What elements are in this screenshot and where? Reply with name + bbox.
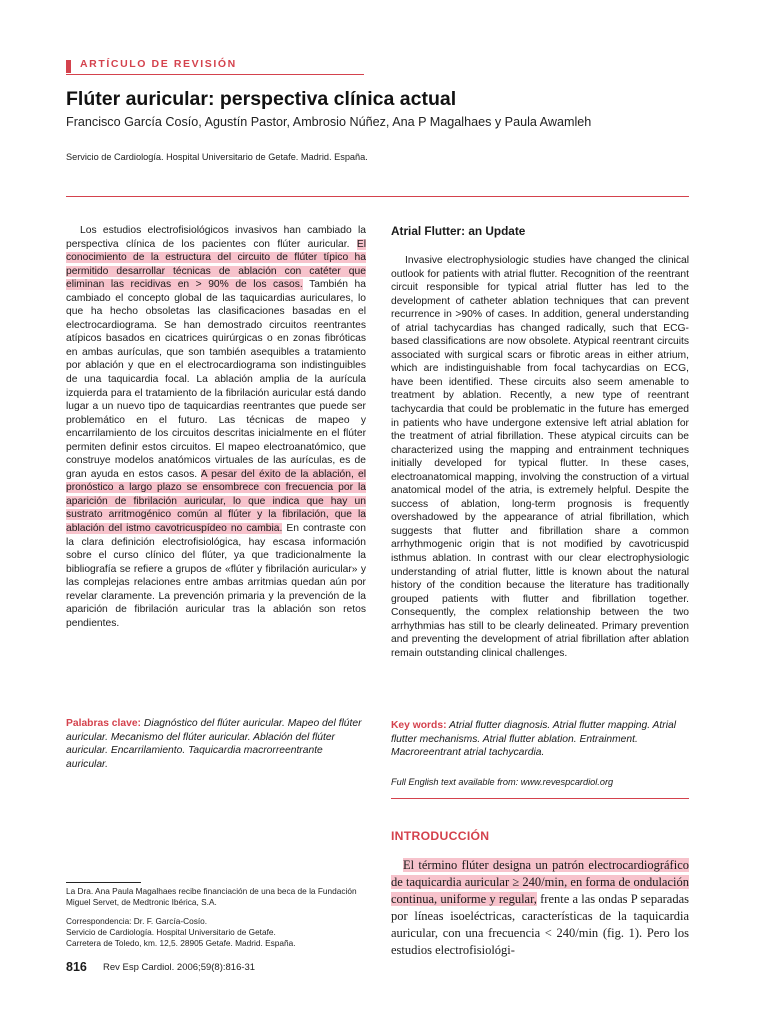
abstract-es-part-3: En contraste con la clara definición electrofisiológica, hay escasa información sobre el curso clínico del flúter, ya que tradicionalmente la bibliografía se refiere a grupos de «flúter y fibrilación auricular» y las complejas relaciones entre ambas arritmias quedan aún por revelar claramente. La prevención primaria y la prevención de la aparición de fibrilación auricular tras la ablación son retos pendientes. — [66, 523, 366, 629]
keywords-spanish — [66, 717, 366, 771]
funding-note: La Dra. Ana Paula Magalhaes recibe financiación de una beca de la Fundación Miguel Servet, de Medtronic Ibérica, S.A. — [66, 886, 357, 907]
article-authors: Francisco García Cosío, Agustín Pastor, Ambrosio Núñez, Ana P Magalhaes y Paula Awamleh — [66, 115, 592, 129]
intro-continuation: frente a las ondas P separadas por líneas isoeléctricas, características de la taquicardia auricular, con una frecuencia < 240/min (fig. 1). Pero los estudios electrofisiológi- — [391, 892, 690, 958]
section-tag — [66, 58, 364, 75]
full-text-note: Full English text available from: www.revespcardiol.org — [391, 777, 614, 787]
abstract-spanish — [66, 224, 366, 630]
section-marker — [66, 60, 71, 73]
header-divider — [66, 196, 689, 197]
keywords-es-text: Diagnóstico del flúter auricular. Mapeo del flúter auricular. Mecanismo del flúter auricular. Ablación del flúter auricular. Encarrilamiento. Taquicardia macrorreentrante auricular. — [66, 718, 362, 770]
footnotes — [66, 886, 366, 949]
section-label: ARTÍCULO DE REVISIÓN — [80, 58, 237, 70]
abstract-english — [391, 224, 689, 660]
intro-highlight: El término flúter designa un patrón electrocardiográfico de taquicardia auricular ≥ 240/min, en forma de ondulación continua, uniforme y regular, — [391, 858, 689, 907]
keywords-en-text: Atrial flutter diagnosis. Atrial flutter mapping. Atrial flutter mechanisms. Atrial flutter ablation. Entrainment. Macroreentrant atrial tachycardia. — [391, 720, 677, 759]
intro-heading: INTRODUCCIÓN — [391, 829, 490, 843]
article-affiliation: Servicio de Cardiología. Hospital Universitario de Getafe. Madrid. España. — [66, 152, 368, 162]
abstract-spanish-text — [66, 224, 366, 630]
keywords-es-label: Palabras clave: — [66, 718, 141, 729]
english-abstract-title: Atrial Flutter: an Update — [391, 224, 526, 238]
abstract-es-highlight-2: A pesar del éxito de la ablación, el pronóstico a largo plazo se ensombrece con frecuencia por la aparición de fibrilación auricular, lo que indica que hay un sustrato arritmogénico común al flúter y la fibrilación, que la ablación del istmo cavotricuspídeo no cambia. — [66, 468, 366, 535]
english-abstract-text: Invasive electrophysiologic studies have changed the clinical outlook for patients with atrial flutter. Recognition of the reentrant circuit responsible for typical atrial flutter has led to the development of catheter ablation techniques that can prevent recurrence in >90% of cases. In addition, general understanding of atrial tachycardias has changed radically, such that ECG-based classifications are now obsolete. Atypical reentrant circuits associated with surgical scars or fibrotic areas in either atrium, which are indistinguishable from focal tachycardias on ECG, have been identified. These circuits also seem amenable to treatment by ablation. Recently, a new type of reentrant tachycardia that could be problematic in the future has emerged in patients who have undergone extensive left atrial ablation for the treatment of atrial fibrillation. These atypical circuits can be characterized using the mapping and entrainment techniques initially developed for typical flutter. In these cases, electroanatomical mapping, involving the construction of a virtual anatomical model of the atria, is extremely helpful. Despite the success of ablation, long-term prognosis is frequently overshadowed by the appearance of atrial fibrillation, which suggests that flutter and fibrillation share a common arrhythmogenic origin that is not modified by cavotricuspid isthmus ablation. In contrast with our clear electrophysiologic understanding of atrial flutter, little is known about the natural history of the condition because the literature has traditionally grouped patients with flutter and fibrillation together. Consequently, the complex relationship between the two arrhythmias has still to be clearly delineated. Primary prevention and preventing the development of atrial fibrillation after ablation remain outstanding clinical challenges. — [391, 255, 689, 659]
page-number: 816 — [66, 960, 87, 974]
correspondence-line-1: Correspondencia: Dr. F. García-Cosío. — [66, 916, 208, 926]
journal-citation: Rev Esp Cardiol. 2006;59(8):816-31 — [103, 962, 256, 973]
keywords-en-label: Key words: — [391, 720, 447, 731]
abstract-es-highlight-1: El conocimiento de la estructura del circuito de flúter típico ha permitido desarrollar técnicas de ablación con catéter que eliminan las recidivas en > 90% de los casos. — [66, 238, 366, 291]
intro-text — [391, 857, 689, 960]
footnote-divider — [66, 882, 141, 883]
abstract-es-part-2: También ha cambiado el concepto global de las taquicardias auriculares, lo que ha hecho obsoletas las clasificaciones basadas en el electrocardiograma. Se han demostrado circuitos reentrantes atípicos basados en cicatrices quirúrgicas o en zonas fibróticas en ambas aurículas, que son también asequibles a tratamiento por ablación y que en el electrocardiograma son indistinguibles de una taquicardia focal. La ablación amplia de la aurícula izquierda para el tratamiento de la fibrilación auricular está dando lugar a un nuevo tipo de taquicardias reentrantes que puede ser problemático en el futuro. Las técnicas de mapeo y encarrilamiento de los circuitos descritas inicialmente en el flúter permiten definir estos circuitos. El mapeo electroanatómico, que construye modelos anatómicos virtuales de las aurículas, es de gran ayuda en estos casos. — [66, 279, 366, 480]
correspondence-line-2: Servicio de Cardiología. Hospital Universitario de Getafe. — [66, 927, 276, 937]
correspondence-line-3: Carretera de Toledo, km. 12,5. 28905 Getafe. Madrid. España. — [66, 938, 296, 948]
article-title: Flúter auricular: perspectiva clínica actual — [66, 88, 457, 110]
keywords-english — [391, 719, 689, 760]
abstract-es-part-1: Los estudios electrofisiológicos invasivos han cambiado la perspectiva clínica de los pacientes con flúter auricular. — [66, 225, 366, 250]
fulltext-divider — [391, 798, 689, 799]
